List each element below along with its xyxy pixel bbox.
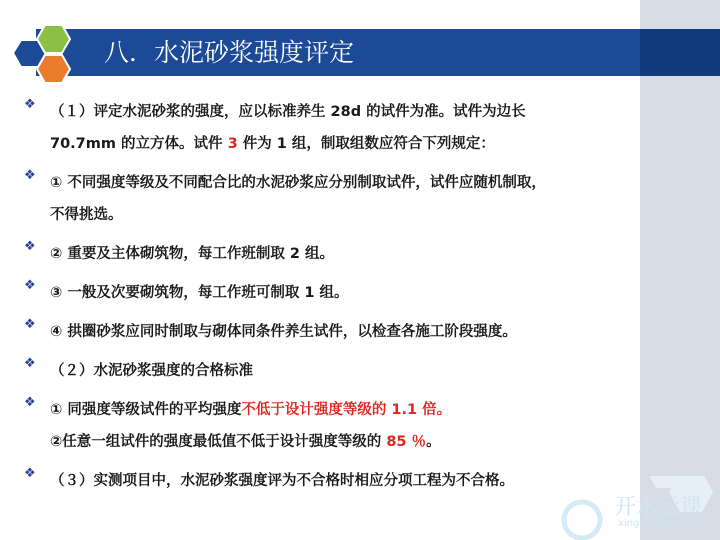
bullet-item: [24, 394, 694, 458]
bullet-line: [50, 355, 694, 387]
text-segment: 3: [227, 136, 238, 152]
bullet-item: [24, 238, 694, 270]
diamond-bullet-icon: ❖: [24, 278, 36, 293]
text-segment: 85 ％: [386, 434, 427, 450]
bullet-line: [50, 316, 694, 348]
text-segment: ③ 一般及次要砌筑物，每工作班可制取 1 组。: [50, 285, 349, 301]
bullet-line: [50, 426, 694, 458]
hexagon-logo-icon: [0, 10, 90, 90]
bullet-line: [50, 128, 694, 160]
bullet-item: [24, 96, 694, 160]
text-segment: 件为 1 组，制取组数应符合下列规定：: [237, 136, 495, 152]
title-bar-end: [640, 29, 720, 76]
text-segment: ② 重要及主体砌筑物，每工作班制取 2 组。: [50, 246, 335, 262]
text-segment: 。: [426, 434, 441, 450]
bullet-line: [50, 199, 694, 231]
slide-title: 八．水泥砂浆强度评定: [104, 38, 355, 67]
bullet-line: [50, 96, 694, 128]
bullet-item: [24, 277, 694, 309]
bullet-line: [50, 277, 694, 309]
text-segment: 不低于设计强度等级的: [241, 402, 392, 418]
text-segment: 70.7mm: [50, 136, 116, 152]
text-segment: 的试件为准。试件为边长: [361, 104, 526, 120]
diamond-bullet-icon: ❖: [24, 239, 36, 254]
text-segment: ④ 拱圈砂浆应同时制取与砌体同条件养生试件，以检查各施工阶段强度。: [50, 324, 517, 340]
text-segment: 28d: [330, 104, 362, 120]
watermark-text: 开水云课: [614, 495, 703, 520]
text-segment: 1.1: [391, 402, 418, 418]
diamond-bullet-icon: ❖: [24, 466, 36, 481]
diamond-bullet-icon: ❖: [24, 168, 36, 183]
bullet-line: [50, 394, 694, 426]
diamond-bullet-icon: ❖: [24, 317, 36, 332]
diamond-bullet-icon: ❖: [24, 356, 36, 371]
diamond-bullet-icon: ❖: [24, 97, 36, 112]
text-segment: 的立方体。试件: [116, 136, 228, 152]
text-segment: 不得挑选。: [50, 207, 123, 223]
text-segment: 倍。: [417, 402, 452, 418]
text-segment: （２）水泥砂浆强度的合格标准: [50, 363, 253, 379]
watermark-url: xingshuiyun.com: [618, 518, 704, 529]
text-segment: （３）实测项目中，水泥砂浆强度评为不合格时相应分项工程为不合格。: [50, 473, 514, 489]
bullet-line: [50, 167, 694, 199]
text-segment: （１）评定水泥砂浆的强度，应以标准养生: [50, 104, 331, 120]
bullet-item: [24, 355, 694, 387]
bullet-list: [24, 96, 694, 497]
text-segment: ②任意一组试件的强度最低值不低于设计强度等级的: [50, 434, 387, 450]
text-segment: ① 同强度等级试件的平均强度: [50, 402, 242, 418]
text-segment: ① 不同强度等级及不同配合比的水泥砂浆应分别制取试件，试件应随机制取，: [50, 175, 546, 191]
bullet-item: [24, 167, 694, 231]
bullet-line: [50, 238, 694, 270]
diamond-bullet-icon: ❖: [24, 395, 36, 410]
bullet-item: [24, 316, 694, 348]
